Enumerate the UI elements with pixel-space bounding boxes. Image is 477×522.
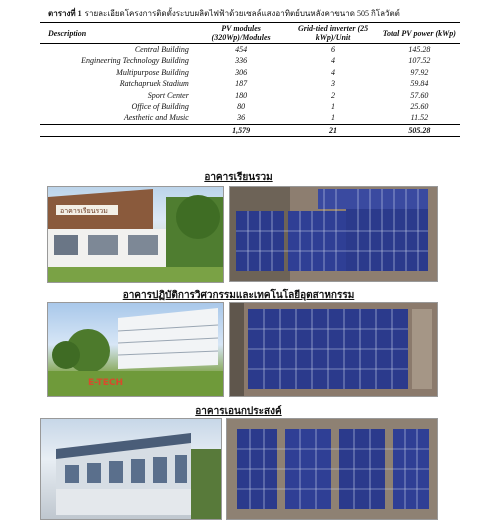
table-row [40, 67, 460, 78]
pv-installation-table [40, 22, 460, 137]
multipurpose-building-illustration [41, 419, 221, 519]
header-inverter: Grid-tied inverter (25 kWp)/Unit [287, 23, 378, 44]
row-modules: 306 [235, 67, 248, 77]
header-total-power: Total PV power (kWp) [379, 23, 460, 44]
multipurpose-building-roof-photo [226, 418, 438, 520]
table-row [40, 44, 460, 56]
row-inverter: 1 [331, 102, 336, 112]
row-modules: 187 [235, 79, 248, 89]
row-modules: 180 [235, 90, 248, 100]
central-building-photo [47, 186, 224, 283]
table-caption [48, 7, 468, 20]
engineering-building-roof-photo [229, 302, 438, 397]
header-pv-modules: PV modules (320Wp)/Modules [195, 23, 288, 44]
table-row [40, 90, 460, 101]
section-title-engineering-building: อาคารปฏิบัติการวิศวกรรมและเทคโนโลยีอุตสาหกรรม [122, 290, 355, 301]
row-name: Aesthetic and Music [123, 113, 189, 123]
row-inverter: 1 [331, 113, 336, 123]
row-inverter: 4 [331, 67, 336, 77]
row-inverter: 2 [331, 90, 336, 100]
section-title-multipurpose-building: อาคารเอนกประสงค์ [195, 406, 282, 417]
row-power: 11.52 [410, 113, 429, 123]
total-modules: 1,579 [195, 124, 288, 136]
roof-solar-panels [230, 187, 437, 281]
row-name: Central Building [134, 45, 189, 54]
table-caption-label: ตารางที่ 1 [48, 9, 82, 18]
row-modules: 80 [237, 102, 246, 112]
total-label [40, 124, 195, 136]
e-tech-sign: E-TECH [88, 378, 123, 388]
row-name: Ratchapruek Stadium [119, 79, 189, 89]
section-title-central-building: อาคารเรียนรวม [204, 172, 273, 183]
row-modules: 454 [235, 45, 248, 54]
table-header-row [40, 23, 460, 44]
row-modules: 336 [235, 56, 248, 66]
row-inverter: 4 [331, 56, 336, 66]
table-row [40, 101, 460, 112]
row-name: Multipurpose Building [116, 67, 189, 77]
table-caption-text: รายละเอียดโครงการติดตั้งระบบผลิตไฟฟ้าด้วยเซลล์แสงอาทิตย์บนหลังคาขนาด 505 กิโลวัตต์ [84, 9, 400, 18]
table-row [40, 55, 460, 66]
row-inverter: 3 [331, 79, 336, 89]
central-building-roof-photo [229, 186, 438, 282]
row-power: 59.84 [410, 79, 429, 89]
row-power: 107.52 [408, 56, 431, 66]
multipurpose-building-photo [40, 418, 222, 520]
row-power: 25.60 [410, 102, 429, 112]
total-inverter: 21 [287, 124, 378, 136]
roof-solar-panels [230, 303, 437, 396]
row-name: Sport Center [147, 90, 189, 100]
engineering-building-illustration [48, 303, 223, 396]
table-total-row [40, 124, 460, 136]
table-row [40, 78, 460, 89]
table-row [40, 112, 460, 124]
header-description: Description [40, 23, 195, 44]
row-modules: 36 [237, 113, 246, 123]
total-power: 505.28 [379, 124, 460, 136]
building-sign: อาคารเรียนรวม [60, 207, 108, 215]
row-name: Office of Building [131, 102, 189, 112]
row-inverter: 6 [331, 45, 336, 54]
central-building-illustration [48, 187, 223, 282]
row-power: 97.92 [410, 67, 429, 77]
row-power: 145.28 [408, 45, 431, 54]
row-power: 57.60 [410, 90, 429, 100]
engineering-building-photo [47, 302, 224, 397]
roof-solar-panels [227, 419, 437, 519]
row-name: Engineering Technology Building [81, 56, 189, 66]
